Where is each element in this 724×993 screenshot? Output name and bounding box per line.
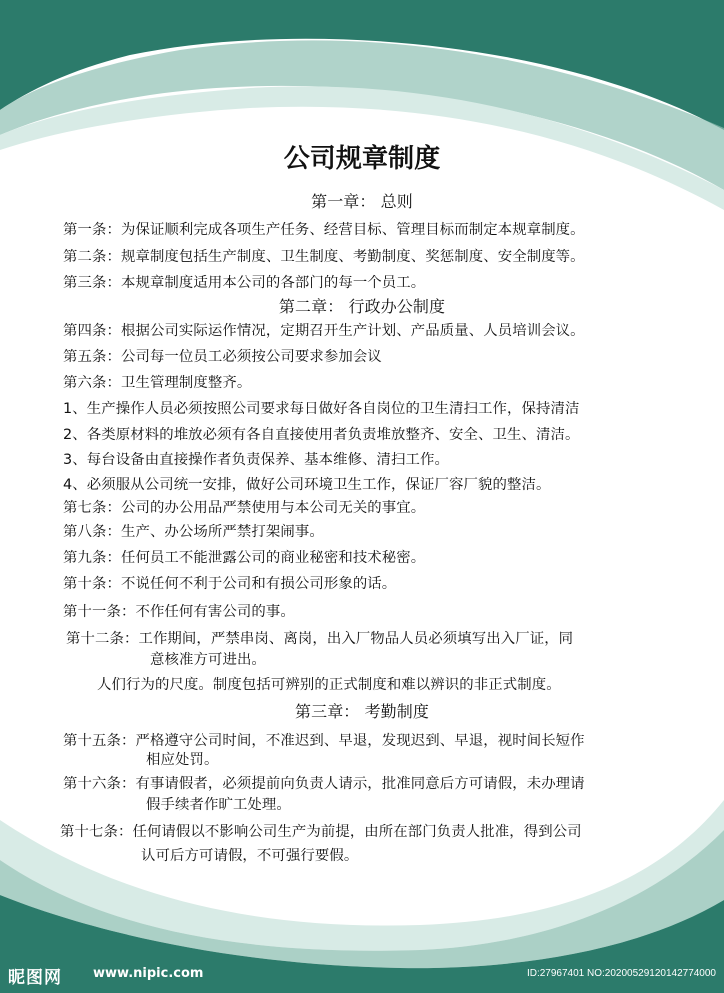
- institution-definition: 人们行为的尺度。制度包括可辨别的正式制度和难以辨识的非正式制度。: [97, 677, 561, 693]
- watermark-logo: 昵图网: [8, 968, 62, 988]
- article-12: 第十二条：工作期间，严禁串岗、离岗，出入厂物品人员必须填写出入厂证，同: [66, 631, 574, 647]
- article-8: 第八条：生产、办公场所严禁打架闹事。: [63, 524, 324, 540]
- chapter-two-heading: 第二章： 行政办公制度: [278, 297, 446, 316]
- article-1: 第一条：为保证顺利完成各项生产任务、经营目标、管理目标而制定本规章制度。: [63, 222, 585, 238]
- article-17: 第十七条：任何请假以不影响公司生产为前提，由所在部门负责人批准，得到公司: [60, 824, 582, 840]
- article-16: 第十六条：有事请假者，必须提前向负责人请示，批准同意后方可请假，未办理请: [63, 776, 585, 792]
- article-11: 第十一条：不作任何有害公司的事。: [63, 604, 295, 620]
- article-16-continued: 假手续者作旷工处理。: [146, 797, 291, 813]
- article-10: 第十条：不说任何不利于公司和有损公司形象的话。: [63, 576, 397, 592]
- chapter-one-heading: 第一章： 总则: [311, 192, 413, 211]
- sanitation-item-1: 1、生产操作人员必须按照公司要求每日做好各自岗位的卫生清扫工作，保持清洁: [63, 401, 580, 417]
- article-9: 第九条：任何员工不能泄露公司的商业秘密和技术秘密。: [63, 550, 426, 566]
- article-5: 第五条：公司每一位员工必须按公司要求参加会议: [63, 349, 382, 365]
- article-6: 第六条：卫生管理制度整齐。: [63, 375, 252, 391]
- sanitation-item-2: 2、各类原材料的堆放必须有各自直接使用者负责堆放整齐、安全、卫生、清洁。: [63, 427, 580, 443]
- article-12-continued: 意核准方可进出。: [150, 652, 266, 668]
- article-4: 第四条：根据公司实际运作情况，定期召开生产计划、产品质量、人员培训会议。: [63, 323, 585, 339]
- article-2: 第二条：规章制度包括生产制度、卫生制度、考勤制度、奖惩制度、安全制度等。: [63, 249, 585, 265]
- article-15-continued: 相应处罚。: [146, 752, 219, 768]
- article-3: 第三条：本规章制度适用本公司的各部门的每一个员工。: [63, 275, 426, 291]
- page-title: 公司规章制度: [283, 144, 441, 174]
- article-7: 第七条：公司的办公用品严禁使用与本公司无关的事宜。: [63, 500, 426, 516]
- chapter-three-heading: 第三章： 考勤制度: [295, 702, 429, 721]
- sanitation-item-4: 4、必须服从公司统一安排，做好公司环境卫生工作，保证厂容厂貌的整洁。: [63, 477, 551, 493]
- watermark-url: www.nipic.com: [93, 966, 204, 981]
- article-17-continued: 认可后方可请假，不可强行要假。: [141, 848, 359, 864]
- sanitation-item-3: 3、每台设备由直接操作者负责保养、基本维修、清扫工作。: [63, 452, 450, 468]
- article-15: 第十五条：严格遵守公司时间，不准迟到、早退，发现迟到、早退，视时间长短作: [63, 733, 585, 749]
- watermark-id: ID:27967401 NO:20200529120142774000: [526, 968, 716, 979]
